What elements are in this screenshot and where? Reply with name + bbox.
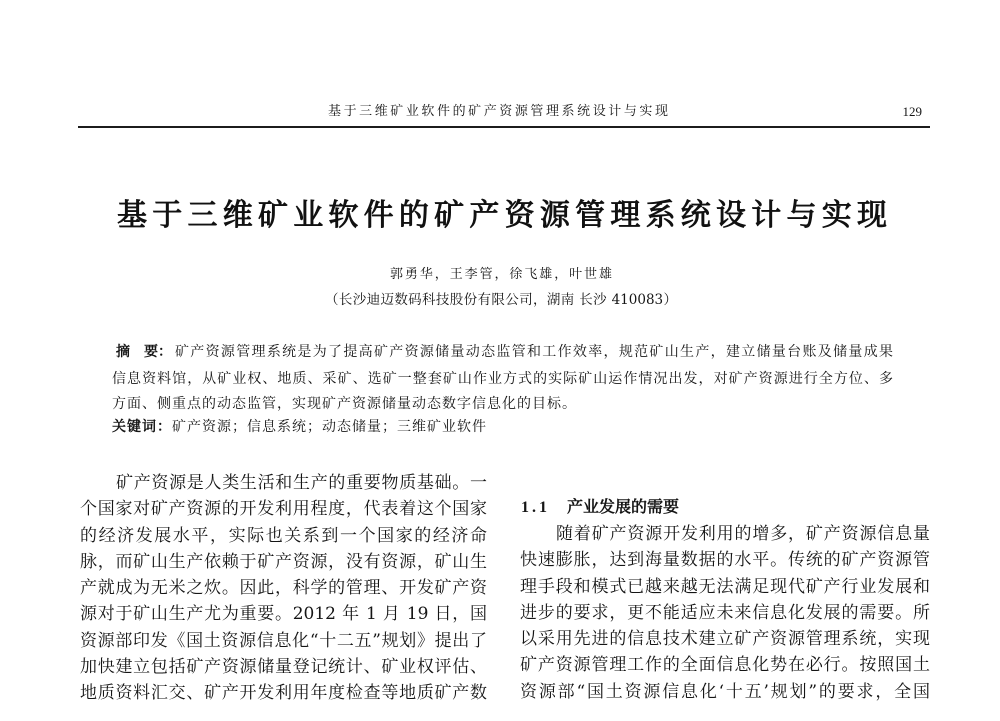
body-line: 进步的要求，更不能适应未来信息化发展的需要。所 — [520, 602, 930, 623]
body-line: 的经济发展水平，实际也关系到一个国家的经济命 — [80, 525, 487, 546]
body-line: 矿产资源是人类生活和生产的重要物质基础。一 — [116, 473, 487, 493]
body-line: 个国家对矿产资源的开发利用程度，代表着这个国家 — [80, 499, 487, 520]
body-line: 随着矿产资源开发利用的增多，矿产资源信息量 — [556, 524, 930, 544]
keywords-label: 关键词： — [112, 419, 172, 435]
abstract-label: 摘 要： — [116, 344, 172, 360]
body-line: 加快建立包括矿产资源储量登记统计、矿业权评估、 — [80, 657, 487, 678]
body-line: 资源部“国土资源信息化‘十五’规划”的要求，全国 — [520, 681, 930, 702]
body-line: 地质资料汇交、矿产开发利用年度检查等地质矿产数 — [80, 683, 487, 704]
affiliation: （长沙迪迈数码科技股份有限公司，湖南 长沙 410083） — [325, 292, 677, 308]
body-line: 理手段和模式已越来越无法满足现代矿产行业发展和 — [520, 576, 930, 597]
header-rule — [78, 126, 930, 128]
keywords-text: 矿产资源；信息系统；动态储量；三维矿业软件 — [172, 419, 487, 435]
body-line: 快速膨胀，达到海量数据的水平。传统的矿产资源管 — [520, 550, 930, 571]
body-line: 矿产资源管理工作的全面信息化势在必行。按照国土 — [520, 655, 930, 676]
abstract-line — [112, 343, 893, 361]
author-list: 郭勇华，王李管，徐飞雄，叶世雄 — [390, 267, 612, 282]
paper-title: 基于三维矿业软件的矿产资源管理系统设计与实现 — [117, 198, 887, 233]
body-line: 产就成为无米之炊。因此，科学的管理、开发矿产资 — [80, 578, 487, 599]
body-line: 脉，而矿山生产依赖于矿产资源，没有资源，矿山生 — [80, 551, 487, 572]
section-heading — [521, 497, 821, 518]
section-title: 产业发展的需要 — [567, 497, 680, 516]
body-line: 资源部印发《国土资源信息化“十二五”规划》提出了 — [80, 630, 487, 651]
abstract-last-line: 方面、侧重点的动态监管，实现矿产资源储量动态数字信息化的目标。 — [112, 396, 577, 412]
page-number: 129 — [902, 104, 922, 119]
keywords — [112, 418, 893, 436]
section-number: 1.1 — [521, 499, 550, 516]
body-line: 以采用先进的信息技术建立矿产资源管理系统，实现 — [520, 629, 930, 650]
right-column — [520, 521, 930, 705]
body-line: 源对于矿山生产尤为重要。2012 年 1 月 19 日，国 — [80, 604, 487, 625]
left-column — [80, 470, 487, 707]
running-header-title: 基于三维矿业软件的矿产资源管理系统设计与实现 — [328, 104, 668, 119]
abstract-text: 矿产资源管理系统是为了提高矿产资源储量动态监管和工作效率，规范矿山生产，建立储量台账及储量成果 — [175, 344, 893, 360]
abstract-line — [112, 370, 893, 388]
abstract-text: 信息资料馆，从矿业权、地质、采矿、选矿一整套矿山作业方式的实际矿山运作情况出发，对矿产资源进行全方位、多 — [112, 371, 893, 387]
